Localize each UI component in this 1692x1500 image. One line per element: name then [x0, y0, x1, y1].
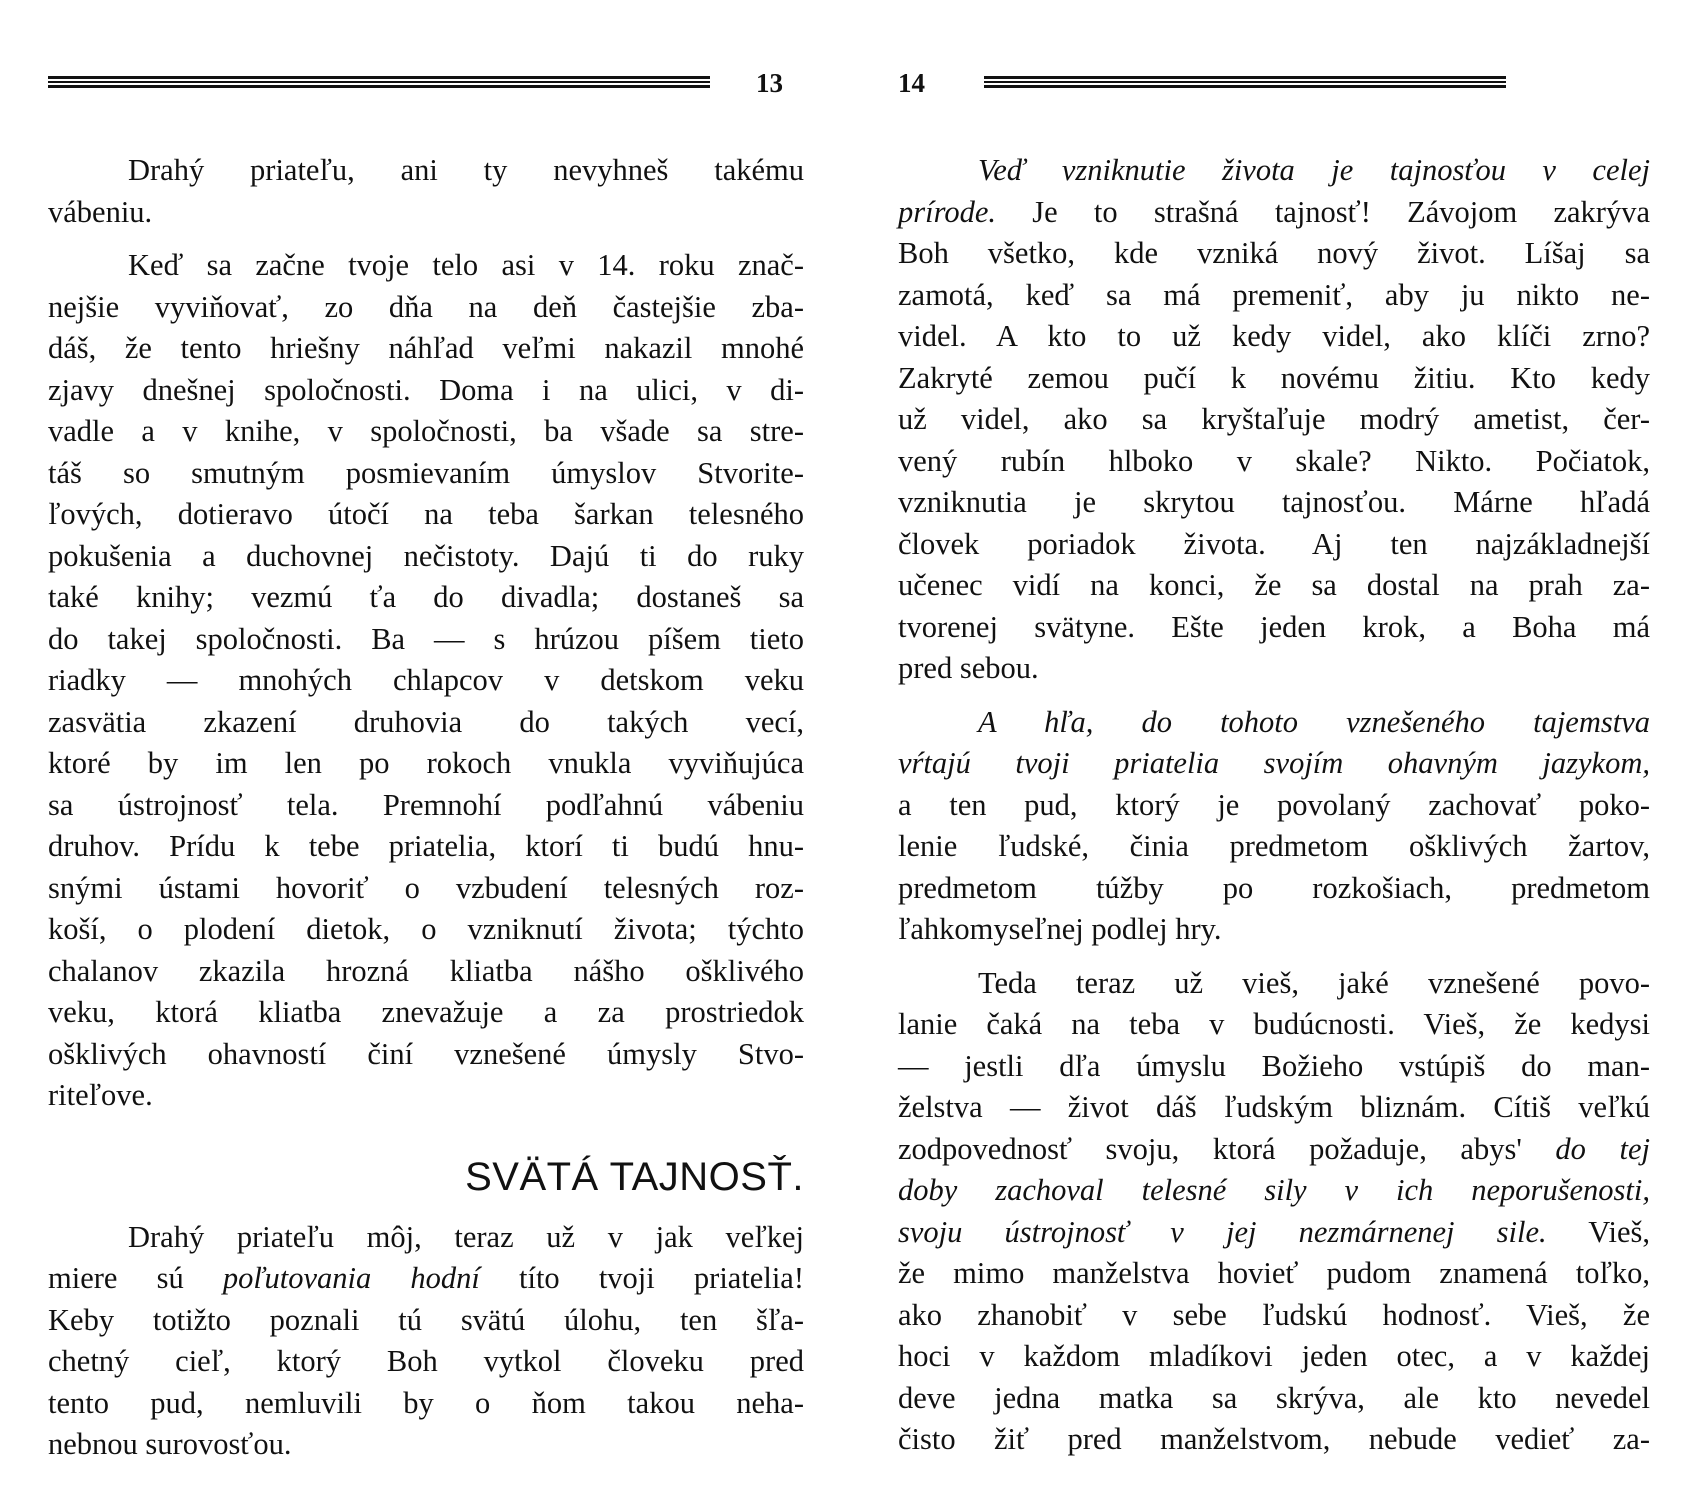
text-line: veku, ktorá kliatba znevažuje a za prostriedok: [48, 995, 804, 1029]
text-line: deve jedna matka sa skrýva, ale kto nevedel: [898, 1380, 1650, 1415]
text-line: vený rubín hlboko v skale? Nikto. Počiatok,: [898, 443, 1650, 478]
text-line: Zakryté zemou pučí k novému žitiu. Kto kedy: [898, 360, 1650, 395]
text-run: zodpovednosť svoju, ktorá požaduje, abys': [898, 1131, 1556, 1166]
text-line: dáš, že tento hriešny náhľad veľmi nakazil mnohé: [48, 331, 804, 365]
left-paragraph-3: [48, 1217, 804, 1466]
text-line: do takej spoločnosti. Ba — s hrúzou píšem tieto: [48, 621, 804, 656]
text-line: chalanov zkazila hrozná kliatba nášho ošklivého: [48, 953, 804, 988]
text-line: ako zhanobiť v sebe ľudskú hodnosť. Vieš, že: [898, 1297, 1650, 1332]
text-line: pred sebou.: [898, 651, 1039, 685]
text-line: [898, 1212, 1650, 1254]
section-heading: SVÄTÁ TAJNOSŤ.: [465, 1154, 804, 1199]
text-line: [898, 743, 1650, 785]
text-line: vábeniu.: [48, 194, 153, 229]
text-line: chetný cieľ, ktorý Boh vytkol človeku pred: [48, 1344, 804, 1378]
text-line: zjavy dnešnej spoločnosti. Doma i na ulici, v di-: [48, 372, 804, 407]
text-line: ľahkomyseľnej podlej hry.: [898, 912, 1222, 946]
left-paragraph-2: [48, 245, 804, 1117]
text-line: ktoré by im len po rokoch vnukla vyviňujúca: [48, 746, 804, 780]
text-line: vzniknutia je skrytou tajnosťou. Márne hľadá: [898, 485, 1650, 519]
text-line: — jestli dľa úmyslu Božieho vstúpiš do man-: [898, 1048, 1650, 1083]
text-line: videl. A kto to už kedy videl, ako klíči zrno?: [898, 319, 1650, 353]
right-paragraph-2: [898, 702, 1650, 951]
text-run: miere sú: [48, 1261, 223, 1295]
text-line: čisto žiť pred manželstvom, nebude vedieť za-: [898, 1422, 1650, 1456]
italic-run: vŕtajú tvoji priatelia svojím ohavným jazykom,: [898, 746, 1650, 780]
text-line: koší, o plodení dietok, o vzniknutí života; týchto: [48, 912, 804, 946]
text-line: už videl, ako sa kryštaľuje modrý ametist, čer-: [898, 402, 1650, 436]
right-paragraph-1: [898, 150, 1650, 690]
italic-run: svoju ústrojnosť v jej nezmárnenej sile.: [898, 1214, 1547, 1249]
left-paragraph-1: [48, 150, 804, 233]
text-line: lenie ľudské, činia predmetom ošklivých žartov,: [898, 829, 1650, 863]
text-line: ľových, dotieravo útočí na teba šarkan telesného: [48, 497, 804, 531]
text-line: Keby totižto poznali tú svätú úlohu, ten šľa-: [48, 1302, 804, 1337]
text-line: Teda teraz už vieš, jaké vznešené povo-: [978, 965, 1650, 1000]
text-line: ošklivých ohavností činí vznešené úmysly Stvo-: [48, 1036, 804, 1071]
text-line: snými ústami hovoriť o vzbudení telesných roz-: [48, 870, 804, 905]
text-line: zasvätia zkazení druhovia do takých vecí,: [48, 704, 804, 739]
text-line: Drahý priateľu, ani ty nevyhneš takému: [128, 153, 804, 187]
text-line: riteľove.: [48, 1078, 153, 1112]
text-line: [48, 1258, 804, 1300]
right-page-text: [898, 150, 1650, 1461]
text-line: nebnou surovosťou.: [48, 1427, 292, 1461]
text-line: nejšie vyviňovať, zo dňa na deň častejšie zba-: [48, 289, 804, 324]
text-line: učenec vidí na konci, že sa dostal na prah za-: [898, 568, 1650, 602]
text-line: riadky — mnohých chlapcov v detskom veku: [48, 663, 804, 697]
text-run: Vieš,: [1546, 1214, 1650, 1249]
text-line: že mimo manželstva hovieť pudom znamená toľko,: [898, 1256, 1650, 1290]
text-line: Keď sa začne tvoje telo asi v 14. roku znač-: [128, 248, 804, 282]
text-line: vadle a v knihe, v spoločnosti, ba všade sa stre-: [48, 414, 804, 448]
text-line: hoci v každom mladíkovi jeden otec, a v každej: [898, 1339, 1650, 1373]
italic-run: prírode.: [898, 194, 996, 229]
left-page-text: [48, 150, 804, 1466]
italic-run: do tej: [1555, 1131, 1650, 1166]
page-number-left: 13: [756, 68, 783, 98]
italic-run: Veď vzniknutie života je tajnosťou v celej: [978, 153, 1650, 187]
text-line: lanie čaká na teba v budúcnosti. Vieš, že kedysi: [898, 1007, 1650, 1041]
text-line: tvorenej svätyne. Ešte jeden krok, a Boha má: [898, 609, 1650, 644]
text-line: táš so smutným posmievaním úmyslov Stvorite-: [48, 455, 804, 490]
text-line: tento pud, nemluvili by o ňom takou neha-: [48, 1385, 804, 1420]
text-line: a ten pud, ktorý je povolaný zachovať poko-: [898, 787, 1650, 822]
text-line: [898, 1129, 1650, 1171]
text-line: človek poriadok života. Aj ten najzákladnejší: [898, 526, 1650, 561]
text-run: Je to strašná tajnosť! Závojom zakrýva: [996, 194, 1650, 229]
right-paragraph-3: [898, 963, 1650, 1461]
text-line: sa ústrojnosť tela. Premnohí podľahnú vábeniu: [48, 787, 804, 822]
italic-run: doby zachoval telesné sily v ich neporušenosti,: [898, 1173, 1650, 1207]
text-run: títo tvoji priatelia!: [479, 1261, 804, 1295]
text-line: predmetom túžby po rozkošiach, predmetom: [898, 870, 1650, 905]
page-number-right: 14: [898, 68, 925, 98]
text-line: druhov. Prídu k tebe priatelia, ktorí ti budú hnu-: [48, 829, 804, 863]
italic-run: poľutovania hodní: [222, 1261, 480, 1295]
text-line: Boh všetko, kde vzniká nový život. Líšaj sa: [898, 236, 1650, 270]
text-line: želstva — život dáš ľudským bliznám. Cítiš veľkú: [898, 1090, 1650, 1124]
italic-run: A hľa, do tohoto vznešeného tajemstva: [978, 704, 1650, 739]
text-line: Drahý priateľu môj, teraz už v jak veľkej: [128, 1219, 804, 1254]
text-line: [898, 192, 1650, 234]
right-page: [846, 0, 1692, 1500]
header-rule-right: [984, 76, 1506, 88]
text-line: také knihy; vezmú ťa do divadla; dostaneš sa: [48, 580, 804, 614]
header-rule-left: [48, 76, 710, 88]
text-line: pokušenia a duchovnej nečistoty. Dajú ti do ruky: [48, 538, 804, 573]
text-line: [898, 702, 1650, 744]
text-line: [898, 150, 1650, 192]
text-line: [898, 1170, 1650, 1212]
text-line: zamotá, keď sa má premeniť, aby ju nikto ne-: [898, 277, 1650, 312]
